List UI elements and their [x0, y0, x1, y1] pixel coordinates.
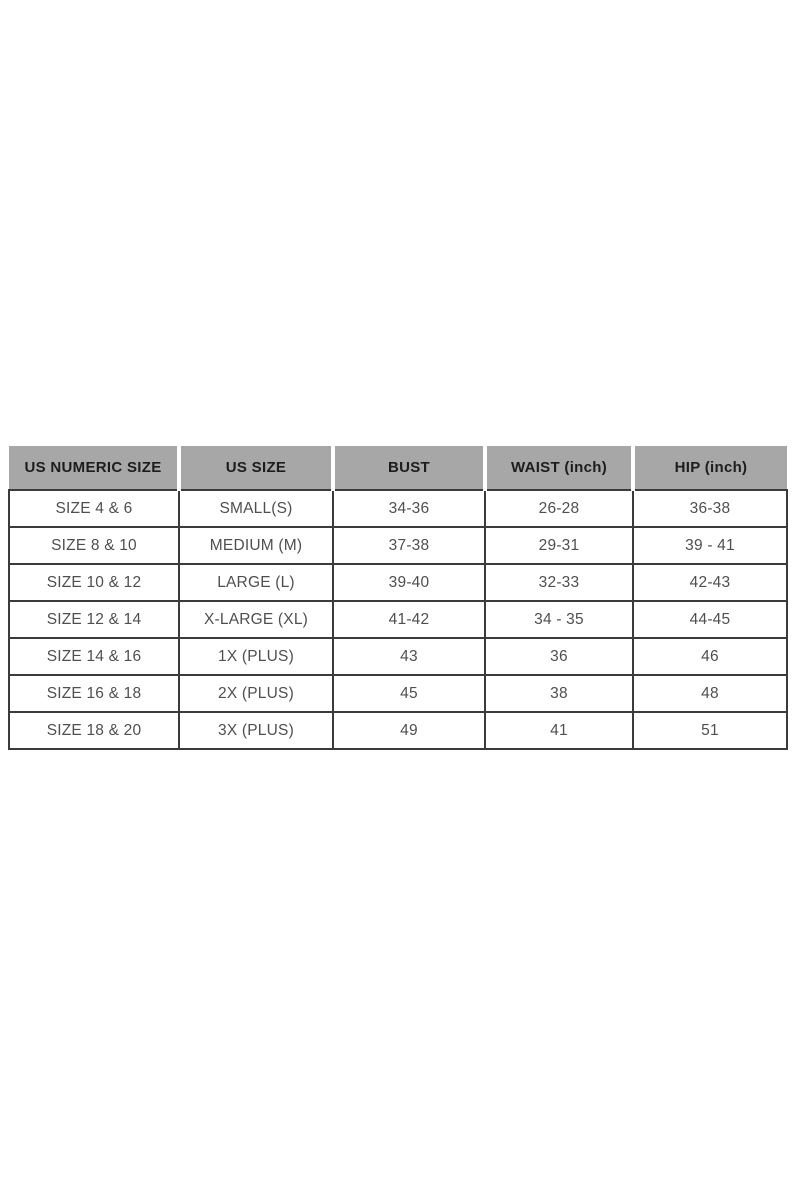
table-cell: MEDIUM (M) — [179, 527, 333, 564]
header-row — [9, 446, 787, 490]
table-cell: 41 — [485, 712, 633, 749]
table-cell: 39-40 — [333, 564, 485, 601]
table-cell: SIZE 12 & 14 — [9, 601, 179, 638]
table-cell: X-LARGE (XL) — [179, 601, 333, 638]
table-row — [9, 564, 787, 601]
table-row — [9, 490, 787, 527]
table-cell: LARGE (L) — [179, 564, 333, 601]
table-row — [9, 527, 787, 564]
table-cell: SIZE 10 & 12 — [9, 564, 179, 601]
table-cell: SMALL(S) — [179, 490, 333, 527]
table-cell: SIZE 16 & 18 — [9, 675, 179, 712]
column-header-us-size: US SIZE — [179, 446, 333, 490]
table-cell: 32-33 — [485, 564, 633, 601]
column-header-waist: WAIST (inch) — [485, 446, 633, 490]
table-cell: 36 — [485, 638, 633, 675]
table-cell: 43 — [333, 638, 485, 675]
table-cell: 41-42 — [333, 601, 485, 638]
size-chart-container — [8, 446, 788, 750]
table-cell: SIZE 18 & 20 — [9, 712, 179, 749]
table-row — [9, 601, 787, 638]
column-header-hip: HIP (inch) — [633, 446, 787, 490]
table-cell: SIZE 4 & 6 — [9, 490, 179, 527]
table-row — [9, 675, 787, 712]
table-cell: 38 — [485, 675, 633, 712]
table-cell: 51 — [633, 712, 787, 749]
table-cell: 39 - 41 — [633, 527, 787, 564]
table-cell: 49 — [333, 712, 485, 749]
table-cell: 42-43 — [633, 564, 787, 601]
table-cell: 46 — [633, 638, 787, 675]
size-chart-table — [8, 446, 788, 750]
table-cell: 26-28 — [485, 490, 633, 527]
table-row — [9, 638, 787, 675]
table-cell: 29-31 — [485, 527, 633, 564]
table-cell: 34-36 — [333, 490, 485, 527]
table-cell: 37-38 — [333, 527, 485, 564]
table-cell: 44-45 — [633, 601, 787, 638]
table-cell: 45 — [333, 675, 485, 712]
table-cell: 36-38 — [633, 490, 787, 527]
table-cell: 3X (PLUS) — [179, 712, 333, 749]
table-cell: SIZE 8 & 10 — [9, 527, 179, 564]
table-cell: 1X (PLUS) — [179, 638, 333, 675]
table-cell: 48 — [633, 675, 787, 712]
column-header-bust: BUST — [333, 446, 485, 490]
table-cell: 2X (PLUS) — [179, 675, 333, 712]
table-cell: SIZE 14 & 16 — [9, 638, 179, 675]
table-cell: 34 - 35 — [485, 601, 633, 638]
column-header-us-numeric-size: US NUMERIC SIZE — [9, 446, 179, 490]
table-row — [9, 712, 787, 749]
